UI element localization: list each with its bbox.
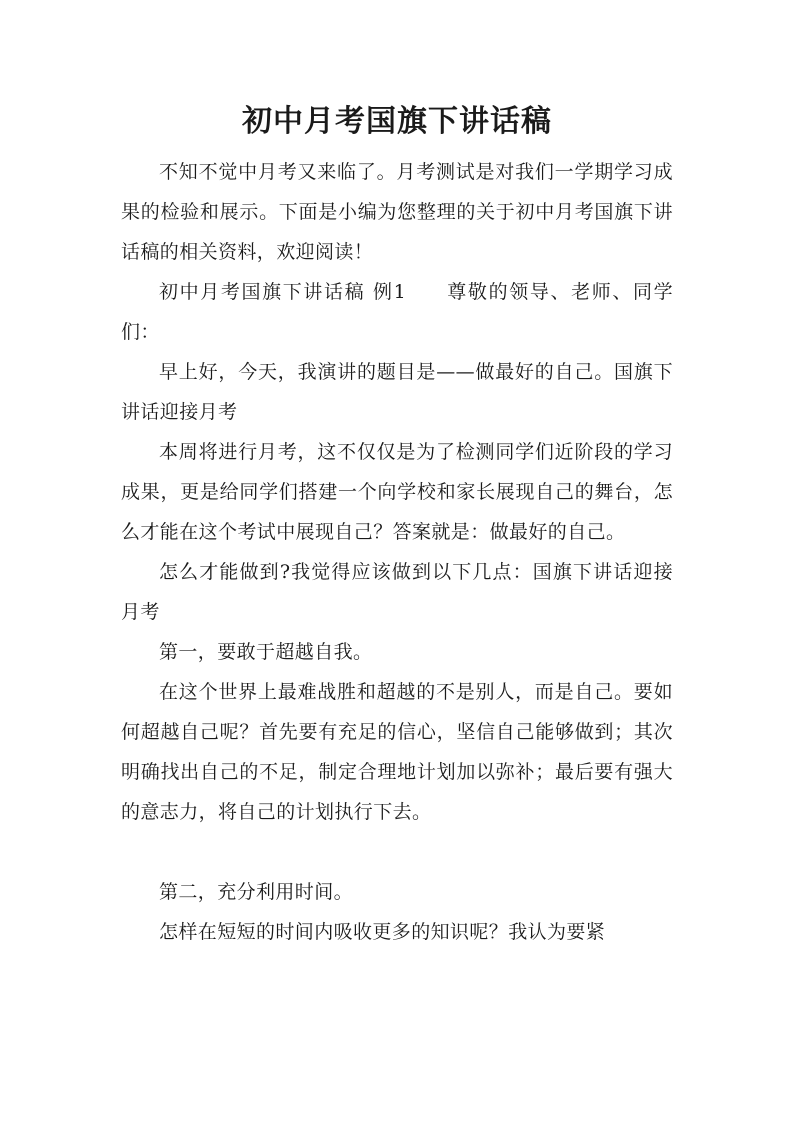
paragraph-purpose: 本周将进行月考，这不仅仅是为了检测同学们近阶段的学习成果，更是给同学们搭建一个向学校和家长展现自己的舞台，怎么才能在这个考试中展现自己？答案就是：做最好的自己。	[121, 441, 673, 543]
paragraph-point-two: 第二，充分利用时间。	[159, 881, 354, 903]
paragraph-greeting: 早上好，今天，我演讲的题目是——做最好的自己。国旗下讲话迎接月考	[121, 361, 673, 423]
paragraph-example-heading	[121, 272, 673, 352]
document-title: 初中月考国旗下讲话稿	[242, 104, 552, 139]
example-heading: 初中月考国旗下讲话稿 例1	[159, 281, 407, 303]
document-body	[121, 152, 673, 952]
paragraph-point-two-body: 怎样在短短的时间内吸收更多的知识呢？我认为要紧	[159, 921, 606, 943]
paragraph-intro: 不知不觉中月考又来临了。月考测试是对我们一学期学习成果的检验和展示。下面是小编为您整理的关于初中月考国旗下讲话稿的相关资料，欢迎阅读！	[121, 161, 673, 263]
paragraph-point-one: 第一，要敢于超越自我。	[159, 641, 373, 663]
salutation: 尊敬的领导、老师、同学们：	[121, 281, 673, 343]
paragraph-question: 怎么才能做到?我觉得应该做到以下几点：国旗下讲话迎接月考	[121, 561, 673, 623]
paragraph-point-one-body: 在这个世界上最难战胜和超越的不是别人，而是自己。要如何超越自己呢？首先要有充足的信心，坚信自己能够做到；其次明确找出自己的不足，制定合理地计划加以弥补；最后要有强大的意志力，将自己的计划执行下去。	[121, 681, 673, 823]
blank-line	[121, 832, 673, 872]
